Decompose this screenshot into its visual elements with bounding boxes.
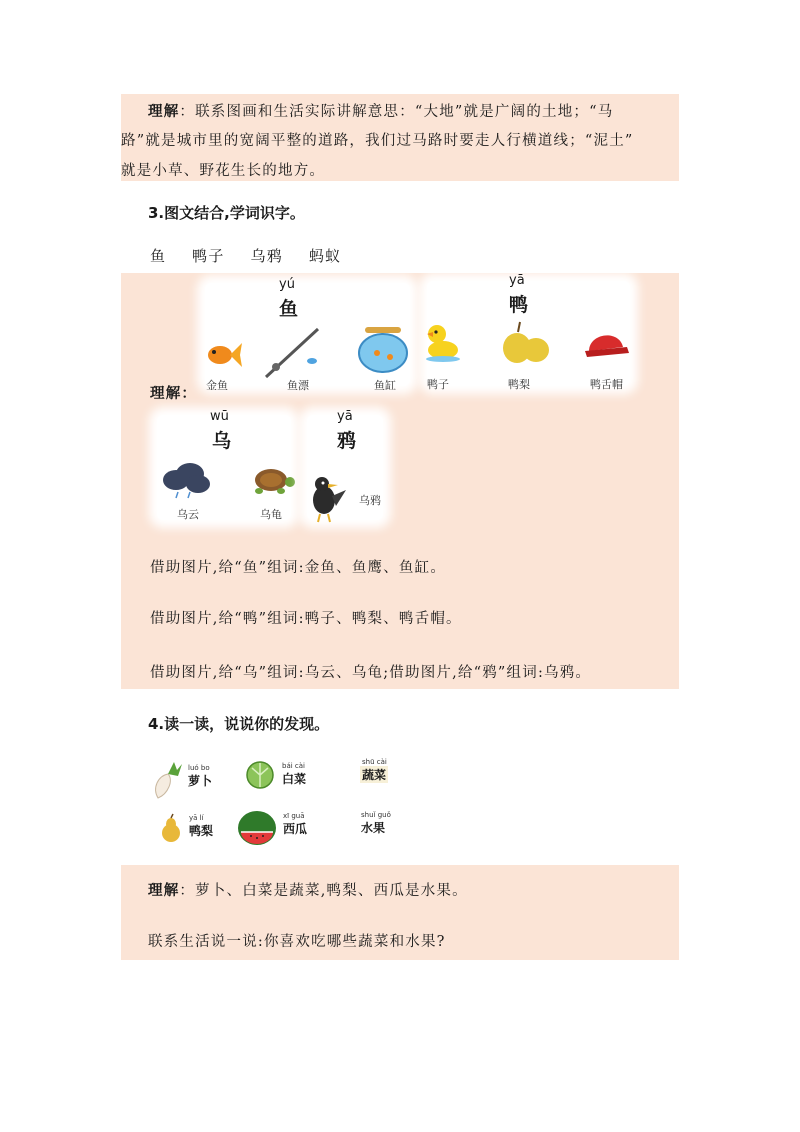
card-yu-caption-1: 金鱼 bbox=[206, 379, 228, 392]
card-wu-caption-2: 乌龟 bbox=[260, 508, 282, 521]
section-4-answer: 理解：萝卜、白菜是蔬菜,鸭梨、西瓜是水果。 bbox=[148, 883, 468, 899]
duckling-icon bbox=[423, 320, 461, 362]
watermelon-icon bbox=[237, 808, 277, 846]
item-3-pinyin: shū cài bbox=[362, 758, 387, 766]
fishing-rod-icon bbox=[262, 325, 322, 380]
cap-icon bbox=[583, 325, 633, 363]
turtle-icon bbox=[249, 466, 297, 496]
fishbowl-icon bbox=[357, 325, 409, 373]
card-ya2-char: 鸦 bbox=[337, 430, 357, 452]
section-4-followup: 联系生活说一说:你喜欢吃哪些蔬菜和水果? bbox=[148, 934, 446, 950]
section-3-label: 理解： bbox=[150, 386, 198, 402]
cabbage-icon bbox=[244, 760, 276, 790]
card-ya-caption-3: 鸭舌帽 bbox=[590, 378, 623, 391]
item-4-word: 鸭梨 bbox=[189, 824, 214, 838]
word-wuya: 乌鸦 bbox=[250, 247, 283, 265]
card-yu-pinyin: yú bbox=[279, 277, 295, 292]
explanation-line-2: 路”就是城市里的宽阔平整的道路，我们过马路时要走人行横道线；“泥土” bbox=[121, 133, 634, 149]
item-5-word: 西瓜 bbox=[283, 822, 308, 836]
card-ya2-caption-1: 乌鸦 bbox=[359, 494, 381, 507]
explanation-line-3: 就是小草、野花生长的地方。 bbox=[121, 163, 326, 179]
card-ya-char: 鸭 bbox=[509, 294, 529, 316]
item-2-pinyin: bái cài bbox=[282, 762, 305, 770]
explanation-label: 理解 bbox=[148, 104, 180, 120]
section-3-heading: 3.图文结合,学词识字。 bbox=[148, 204, 305, 222]
item-4-pinyin: yā lí bbox=[189, 814, 204, 822]
word-yazi: 鸭子 bbox=[192, 247, 225, 265]
item-2-word: 白菜 bbox=[282, 772, 307, 786]
item-1-pinyin: luó bo bbox=[188, 764, 210, 772]
word-list bbox=[150, 245, 341, 266]
item-6-pinyin: shuǐ guǒ bbox=[361, 811, 391, 819]
explanation-line-1: 理解：联系图画和生活实际讲解意思：“大地”就是广阔的土地；“马 bbox=[148, 104, 614, 120]
card-ya-caption-2: 鸭梨 bbox=[508, 378, 530, 391]
note-2: 借助图片,给“鸭”组词:鸭子、鸭梨、鸭舌帽。 bbox=[150, 611, 462, 627]
card-ya-caption-1: 鸭子 bbox=[427, 378, 449, 391]
section-4-label: 理解 bbox=[148, 883, 180, 899]
card-yu-caption-2: 鱼漂 bbox=[287, 379, 309, 392]
item-6-word: 水果 bbox=[361, 821, 386, 835]
item-1-word: 萝卜 bbox=[188, 774, 213, 788]
card-yu-char: 鱼 bbox=[279, 298, 299, 320]
word-mayi: 蚂蚁 bbox=[308, 247, 342, 265]
item-3-word: 蔬菜 bbox=[362, 768, 387, 782]
note-3: 借助图片,给“乌”组词:乌云、乌龟;借助图片,给“鸦”组词:乌鸦。 bbox=[150, 665, 592, 681]
card-wu-caption-1: 乌云 bbox=[177, 508, 199, 521]
card-ya-pinyin: yā bbox=[509, 273, 525, 288]
card-yu-caption-3: 鱼缸 bbox=[374, 379, 396, 392]
card-wu-char: 乌 bbox=[212, 430, 232, 452]
goldfish-icon bbox=[202, 335, 242, 371]
pear-small-icon bbox=[160, 816, 182, 842]
note-1: 借助图片,给“鱼”组词:金鱼、鱼鹰、鱼缸。 bbox=[150, 560, 447, 576]
item-5-pinyin: xī guā bbox=[283, 812, 305, 820]
pear-icon bbox=[500, 318, 550, 364]
word-yu: 鱼 bbox=[150, 247, 167, 265]
section-4-heading: 4.读一读，说说你的发现。 bbox=[148, 715, 330, 733]
radish-icon bbox=[150, 760, 186, 800]
dark-cloud-icon bbox=[160, 462, 212, 500]
card-ya2-pinyin: yā bbox=[337, 409, 353, 424]
crow-icon bbox=[306, 476, 346, 522]
card-wu-pinyin: wū bbox=[210, 409, 229, 424]
